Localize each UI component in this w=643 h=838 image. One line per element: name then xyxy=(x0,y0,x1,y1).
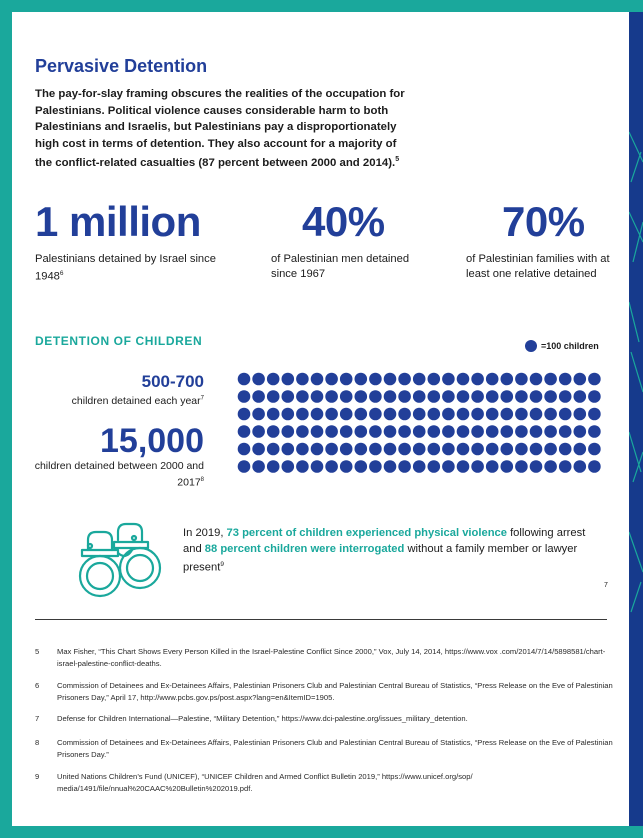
stat-detained-value: 1 million xyxy=(35,198,201,245)
child-dot xyxy=(311,408,324,421)
child-dot xyxy=(296,390,309,403)
child-dot xyxy=(544,390,557,403)
child-dot xyxy=(398,425,411,438)
child-dot xyxy=(369,460,382,473)
child-dot xyxy=(501,373,514,386)
child-dot xyxy=(311,425,324,438)
child-dot xyxy=(267,460,280,473)
child-dot xyxy=(574,390,587,403)
child-dot xyxy=(559,390,572,403)
child-dot xyxy=(252,425,265,438)
child-dot xyxy=(296,408,309,421)
child-dot xyxy=(471,460,484,473)
child-dot xyxy=(355,460,368,473)
child-dot xyxy=(340,408,353,421)
child-dot xyxy=(238,425,251,438)
child-dot xyxy=(486,390,499,403)
child-dot xyxy=(588,460,601,473)
interrogated-highlight: 88 percent children were interrogated xyxy=(204,542,405,555)
stat-detained-label: Palestinians detained by Israel since 1948$^6$ xyxy=(35,253,216,283)
child-dot xyxy=(530,408,543,421)
child-dot xyxy=(559,373,572,386)
dot-legend xyxy=(525,340,599,352)
child-dot xyxy=(369,390,382,403)
children-violence-callout: In 2019, 73 percent of children experienced physical violence following arrest and 88 percent children were interrogated without a family member or lawyer present$^9$ xyxy=(183,527,586,574)
child-dot xyxy=(369,373,382,386)
footnote-6 xyxy=(35,680,615,703)
child-dot xyxy=(413,460,426,473)
child-dot xyxy=(442,390,455,403)
intro-paragraph xyxy=(35,86,415,171)
child-dot xyxy=(574,460,587,473)
child-dot xyxy=(238,443,251,456)
child-dot xyxy=(384,408,397,421)
child-dot xyxy=(311,373,324,386)
child-dot xyxy=(325,373,338,386)
child-dot xyxy=(267,425,280,438)
page-number: 7 xyxy=(604,582,608,589)
child-dot xyxy=(501,460,514,473)
child-dot xyxy=(282,425,295,438)
child-dot xyxy=(559,460,572,473)
child-dot xyxy=(238,390,251,403)
child-dot xyxy=(588,425,601,438)
child-dot xyxy=(369,408,382,421)
footnote-number: 8 xyxy=(35,738,40,747)
child-dot xyxy=(398,443,411,456)
child-dot xyxy=(544,443,557,456)
child-dot xyxy=(442,408,455,421)
child-dot xyxy=(340,373,353,386)
footnote-number: 9 xyxy=(35,772,40,781)
child-dot xyxy=(442,373,455,386)
child-dot xyxy=(428,373,441,386)
child-dot xyxy=(369,425,382,438)
child-dot xyxy=(544,408,557,421)
child-dot xyxy=(530,443,543,456)
child-dot xyxy=(355,373,368,386)
child-dot xyxy=(340,443,353,456)
child-dot xyxy=(384,460,397,473)
footnote-8 xyxy=(35,737,615,760)
legend-label: =100 children xyxy=(541,341,599,351)
intro-footnote-ref[interactable]: 5 xyxy=(395,156,400,163)
child-dot xyxy=(486,460,499,473)
child-dot xyxy=(311,460,324,473)
child-dot xyxy=(501,443,514,456)
physical-violence-highlight: 73 percent of children experienced physical violence xyxy=(226,527,507,539)
stat-men-label: of Palestinian men detained since 1967 xyxy=(271,253,410,280)
child-dot xyxy=(457,408,470,421)
children-per-year-label: children detained each year$^7$ xyxy=(71,395,204,407)
child-dot xyxy=(501,408,514,421)
child-dot xyxy=(574,425,587,438)
legend-dot-icon xyxy=(525,340,537,352)
report-page xyxy=(12,12,629,826)
child-dot xyxy=(442,460,455,473)
child-dot xyxy=(530,425,543,438)
child-dot xyxy=(530,390,543,403)
child-dot xyxy=(574,373,587,386)
child-dot xyxy=(428,390,441,403)
child-dot xyxy=(486,408,499,421)
child-dot xyxy=(471,425,484,438)
child-dot xyxy=(530,373,543,386)
child-dot xyxy=(296,425,309,438)
child-dot xyxy=(471,373,484,386)
footnote-text: Commission of Detainees and Ex-Detainees Affairs, Palestinian Prisoners Club and Palestinian Central Bureau of Statistics, “Press Release on the Eve of Palestinian Prisoners Day,” April 17, http://www.pcbs.gov.ps/post.aspx?lang=en&ItemID=1905. xyxy=(57,681,613,702)
child-dot xyxy=(252,443,265,456)
child-dot xyxy=(442,425,455,438)
child-dot xyxy=(457,443,470,456)
child-dot xyxy=(296,443,309,456)
child-dot xyxy=(486,373,499,386)
footnote-text: Max Fisher, “This Chart Shows Every Person Killed in the Israel-Palestine Conflict Since 2000,” Vox, July 14, 2014, https://www.vox .com/2014/7/14/5898581/chart-israel-palestine-conflict-deaths. xyxy=(57,647,606,668)
child-dot xyxy=(515,390,528,403)
child-dot xyxy=(457,373,470,386)
child-dot xyxy=(325,443,338,456)
decorative-side-pattern xyxy=(629,12,643,826)
child-dot xyxy=(238,408,251,421)
children-per-year-footnote-ref[interactable]: 7 xyxy=(200,395,204,402)
child-dot xyxy=(355,443,368,456)
child-dot xyxy=(530,460,543,473)
child-dot xyxy=(267,408,280,421)
child-dot xyxy=(457,390,470,403)
child-dot xyxy=(267,390,280,403)
child-dot xyxy=(515,460,528,473)
child-dot xyxy=(413,373,426,386)
stat-families-label: of Palestinian families with at least one relative detained xyxy=(466,253,610,280)
child-dot xyxy=(428,460,441,473)
child-dot xyxy=(588,373,601,386)
child-dot xyxy=(267,373,280,386)
footnote-7 xyxy=(35,713,615,725)
child-dot xyxy=(515,443,528,456)
footnote-text: Defense for Children International—Palestine, “Military Detention,” https://www.dci-palestine.org/issues_military_detention. xyxy=(57,714,468,723)
child-dot xyxy=(340,460,353,473)
child-dot xyxy=(559,408,572,421)
children-total-label: children detained between 2000 and 2017$^8$ xyxy=(34,460,204,489)
page-title: Pervasive Detention xyxy=(35,56,208,76)
child-dot xyxy=(282,408,295,421)
child-dot xyxy=(252,460,265,473)
child-dot xyxy=(413,408,426,421)
children-section-heading: DETENTION OF CHILDREN xyxy=(35,334,203,348)
child-dot xyxy=(238,373,251,386)
child-dot xyxy=(355,425,368,438)
child-dot xyxy=(252,390,265,403)
child-dot xyxy=(340,390,353,403)
child-dot xyxy=(574,408,587,421)
child-dot xyxy=(267,443,280,456)
footnote-number: 7 xyxy=(35,714,40,723)
child-dot xyxy=(398,373,411,386)
child-dot xyxy=(238,460,251,473)
child-dot xyxy=(428,443,441,456)
child-dot xyxy=(325,390,338,403)
child-dot xyxy=(486,425,499,438)
child-dot xyxy=(588,408,601,421)
child-dot xyxy=(325,408,338,421)
footnote-number: 5 xyxy=(35,647,40,656)
child-dot xyxy=(501,390,514,403)
child-dot xyxy=(398,390,411,403)
stat-families-value: 70% xyxy=(502,198,585,245)
child-dot xyxy=(471,390,484,403)
child-dot xyxy=(282,460,295,473)
child-dot xyxy=(588,443,601,456)
footnote-number: 6 xyxy=(35,681,40,690)
child-dot xyxy=(457,425,470,438)
child-dot xyxy=(574,443,587,456)
child-dot xyxy=(544,373,557,386)
child-dot xyxy=(544,460,557,473)
child-dot xyxy=(355,390,368,403)
child-dot xyxy=(384,425,397,438)
child-dot xyxy=(369,443,382,456)
child-dot xyxy=(282,373,295,386)
footnote-divider xyxy=(35,619,607,620)
child-dot xyxy=(544,425,557,438)
children-total-value: 15,000 xyxy=(100,422,204,460)
callout-footnote-ref[interactable]: 9 xyxy=(220,561,224,568)
child-dot xyxy=(311,390,324,403)
child-dot xyxy=(413,425,426,438)
child-dot xyxy=(457,460,470,473)
child-dot xyxy=(252,373,265,386)
intro-text: The pay-for-slay framing obscures the realities of the occupation for Palestinians. Political violence causes considerable harm to both Palestinians and Israelis, but Palestinians pay a disproportionately high cost in terms of detention. They also account for a majority of the conflict-related casualties (87 percent between 2000 and 2014). xyxy=(35,88,405,169)
child-dot xyxy=(384,390,397,403)
child-dot xyxy=(471,443,484,456)
child-dot xyxy=(296,460,309,473)
child-dot xyxy=(311,443,324,456)
child-dot xyxy=(384,443,397,456)
footnote-9 xyxy=(35,771,615,794)
child-dot xyxy=(413,390,426,403)
child-dot xyxy=(428,408,441,421)
child-dot xyxy=(282,390,295,403)
child-dot xyxy=(428,425,441,438)
children-dot-grid xyxy=(237,372,607,492)
footnote-text: United Nations Children’s Fund (UNICEF), “UNICEF Children and Armed Conflict Bulletin 2019,” https://www.unicef.org/sop/ media/1491/file/nnual%20CAAC%20Bulletin%202019.pdf. xyxy=(57,772,473,793)
child-dot xyxy=(559,425,572,438)
child-dot xyxy=(325,460,338,473)
child-dot xyxy=(398,408,411,421)
child-dot xyxy=(588,390,601,403)
child-dot xyxy=(355,408,368,421)
child-dot xyxy=(559,443,572,456)
child-dot xyxy=(384,373,397,386)
child-dot xyxy=(501,425,514,438)
child-dot xyxy=(325,425,338,438)
child-dot xyxy=(442,443,455,456)
child-dot xyxy=(515,373,528,386)
child-dot xyxy=(296,373,309,386)
footnote-text: Commission of Detainees and Ex-Detainees Affairs, Palestinian Prisoners Club and Palestinian Central Bureau of Statistics, “Press Release on the Eve of Palestinian Prisoners Day.” xyxy=(57,738,613,759)
children-total-footnote-ref[interactable]: 8 xyxy=(200,477,204,483)
stat-men-value: 40% xyxy=(302,198,385,245)
handcuffs-icon xyxy=(74,520,170,600)
child-dot xyxy=(486,443,499,456)
children-per-year-value: 500-700 xyxy=(141,372,204,391)
child-dot xyxy=(398,460,411,473)
stat-detained-footnote-ref[interactable]: 6 xyxy=(59,269,64,277)
footnote-5 xyxy=(35,646,615,669)
child-dot xyxy=(413,443,426,456)
child-dot xyxy=(252,408,265,421)
child-dot xyxy=(471,408,484,421)
child-dot xyxy=(515,408,528,421)
child-dot xyxy=(340,425,353,438)
child-dot xyxy=(515,425,528,438)
child-dot xyxy=(282,443,295,456)
